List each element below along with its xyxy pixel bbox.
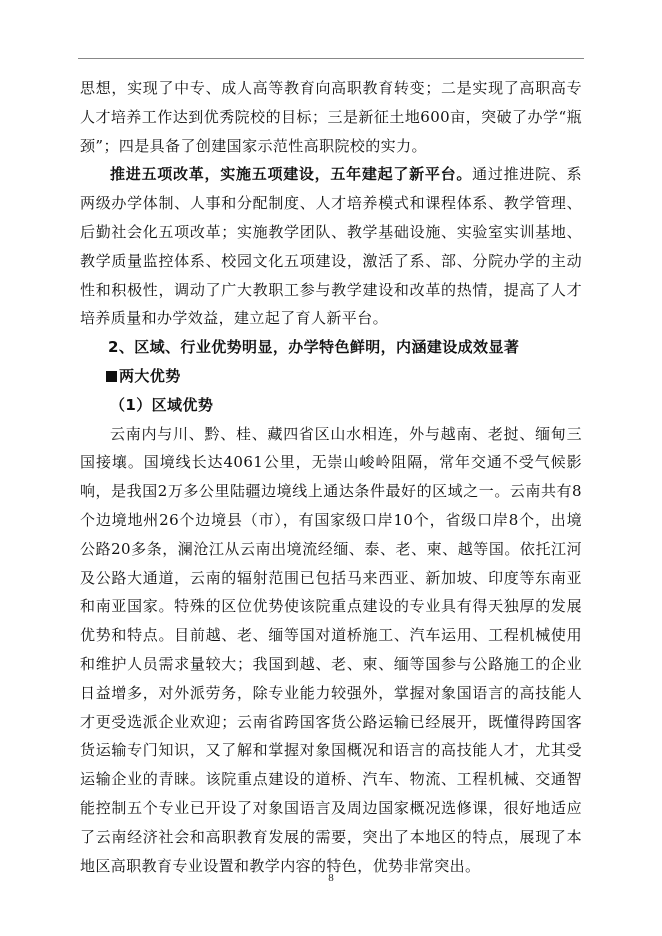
header-rule [78,58,584,59]
page-number: 8 [328,872,334,884]
page-body [80,74,582,880]
paragraph-reform [80,160,582,333]
paragraph-lead-sentence: 推进五项改革，实施五项建设，五年建起了新平台。 [110,165,473,184]
subsubsection-heading: （1）区域优势 [110,395,214,414]
paragraph-continuation: 思想，实现了中专、成人高等教育向高职教育转变；二是实现了高职高专人才培养工作达到优秀院校的目标；三是新征土地600亩，突破了办学“瓶颈”；四是具备了创建国家示范性高职院校的实力。 [80,79,582,155]
subsection-heading [80,362,582,391]
square-bullet-icon [106,371,117,382]
paragraph-body-text: 通过推进院、系两级办学体制、人事和分配制度、人才培养模式和课程体系、教学管理、后勤社会化五项改革；实施教学团队、教学基础设施、实验室实训基地、教学质量监控体系、校园文化五项建设，激活了系、部、分院办学的主动性和积极性，调动了广大教职工参与教学建设和改革的热情，提高了人才培养质量和办学效益，建立起了育人新平台。 [80,165,582,328]
section-heading: 2、区域、行业优势明显，办学特色鲜明，内涵建设成效显著 [108,338,520,357]
subsection-heading-text: 两大优势 [119,366,181,385]
paragraph-regional-advantage: 云南内与川、黔、桂、藏四省区山水相连，外与越南、老挝、缅甸三国接壤。国境线长达4061公里，无崇山峻岭阻隔，常年交通不受气候影响，是我国2万多公里陆疆边境线上通达条件最好的区域之一。云南共有8个边境地州26个边境县（市），有国家级口岸10个，省级口岸8个，出境公路20多条，澜沧江从云南出境流经缅、泰、老、柬、越等国。依托江河及公路大通道，云南的辐射范围已包括马来西亚、新加坡、印度等东南亚和南亚国家。特殊的区位优势使该院重点建设的专业具有得天独厚的发展优势和特点。目前越、老、缅等国对道桥施工、汽车运用、工程机械使用和维护人员需求量较大；我国到越、老、柬、缅等国参与公路施工的企业日益增多，对外派劳务，除专业能力较强外，掌握对象国语言的高技能人才更受选派企业欢迎；云南省跨国客货公路运输已经展开，既懂得跨国客货运输专门知识，又了解和掌握对象国概况和语言的高技能人才，尤其受运输企业的青睐。该院重点建设的道桥、汽车、物流、工程机械、交通智能控制五个专业已开设了对象国语言及周边国家概况选修课，很好地适应了云南经济社会和高职教育发展的需要，突出了本地区的特点，展现了本地区高职教育专业设置和教学内容的特色，优势非常突出。 [80,424,582,875]
